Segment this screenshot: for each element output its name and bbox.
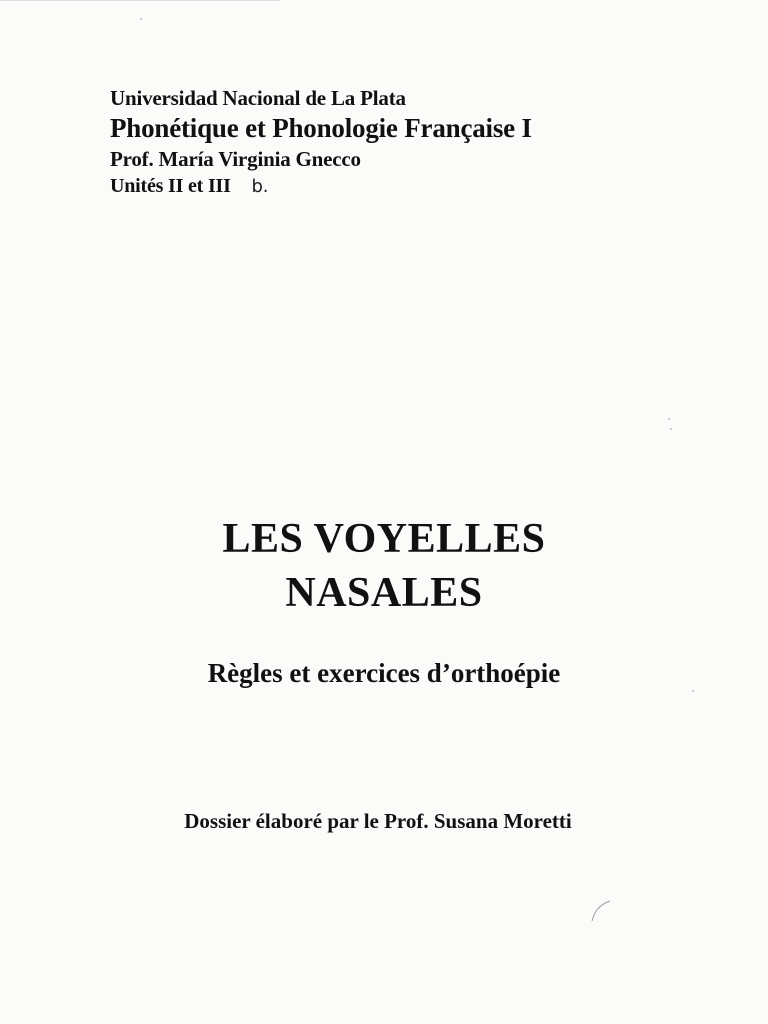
scan-speck: [140, 18, 142, 20]
title-line-1: LES VOYELLES: [222, 516, 546, 562]
document-header: [110, 84, 532, 200]
institution-name: Universidad Nacional de La Plata: [110, 86, 406, 110]
scan-speck: [670, 428, 672, 430]
scan-speck: [692, 690, 694, 692]
pencil-mark: [588, 895, 618, 925]
author-credit: Dossier élaboré par le Prof. Susana Moretti: [184, 809, 572, 833]
units-row: [110, 173, 532, 200]
title-line-2: NASALES: [285, 570, 483, 616]
scan-edge-line: [0, 0, 280, 1]
units-label: Unités II et III: [110, 175, 231, 197]
professor-name: Prof. María Virginia Gnecco: [110, 147, 361, 171]
document-title: [0, 512, 768, 620]
scan-speck: [668, 418, 670, 420]
handwritten-note: b.: [251, 176, 269, 197]
document-subtitle: Règles et exercices d’orthoépie: [207, 658, 561, 688]
course-title: Phonétique et Phonologie Française I: [110, 113, 532, 143]
